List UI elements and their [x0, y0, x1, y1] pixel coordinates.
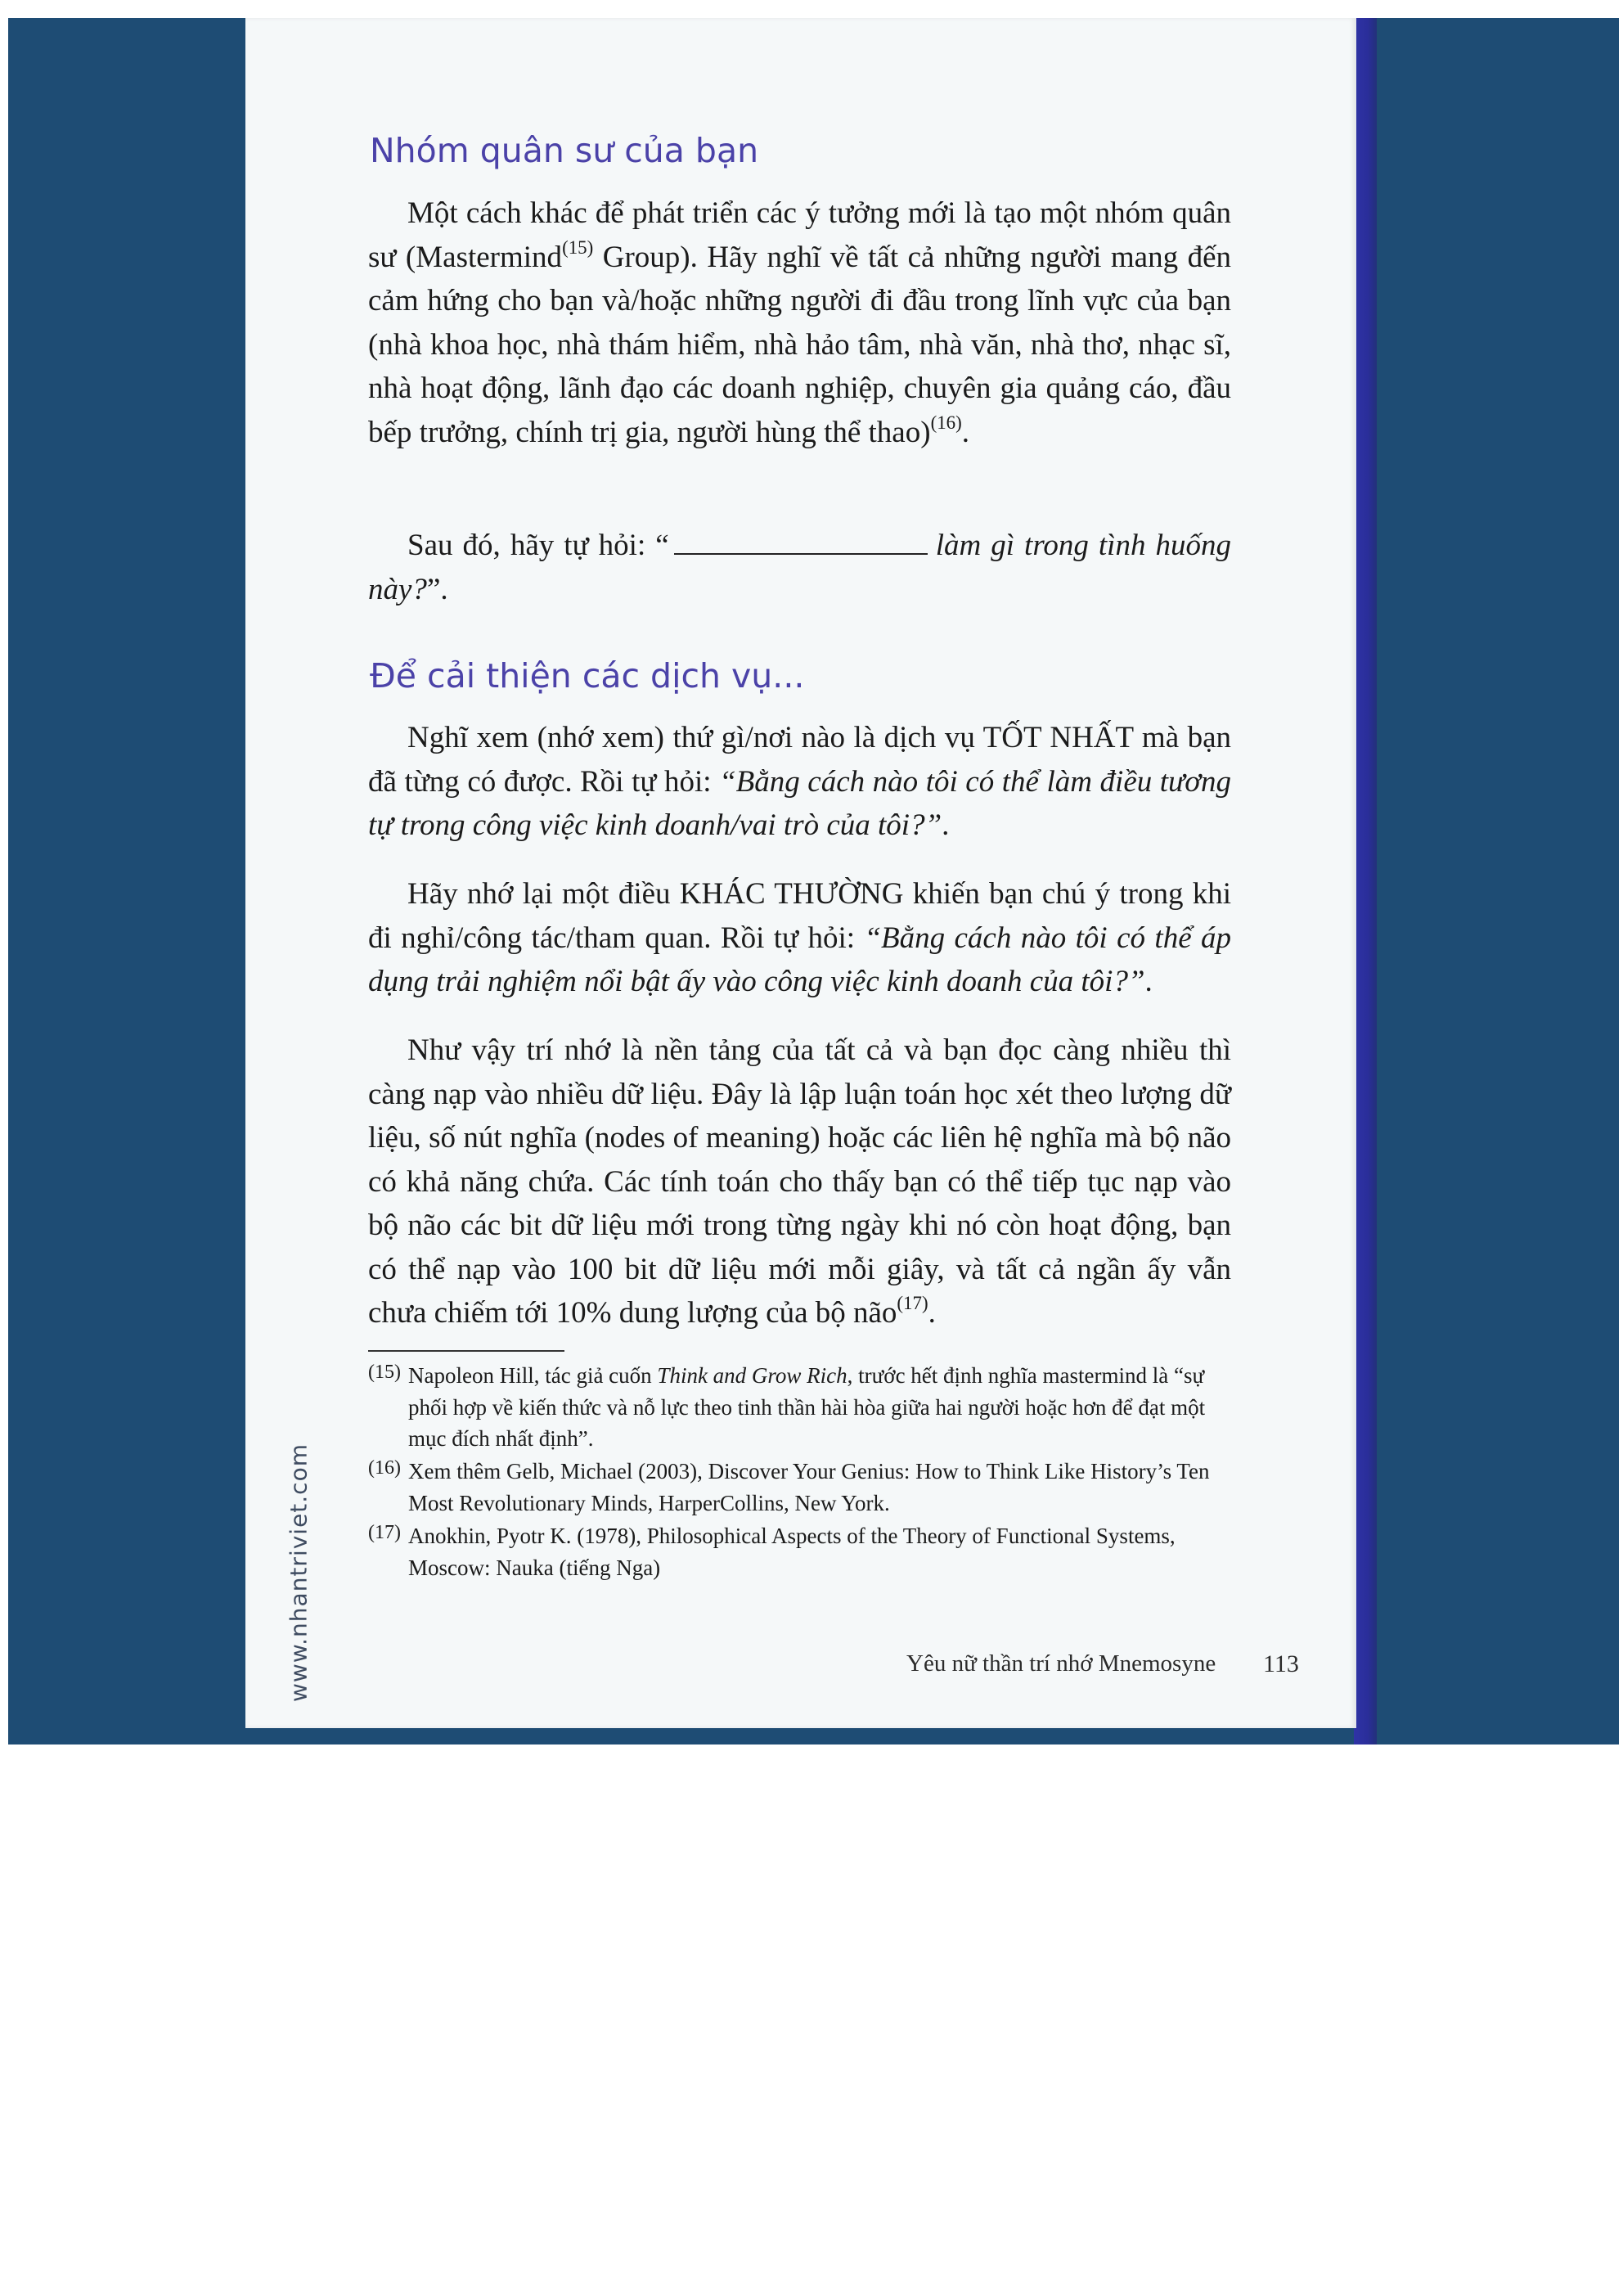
- text: Nghĩ xem (nhớ xem) thứ gì/nơi nào là dịch vụ TỐT NHẤT mà bạn đã từng có được. Rồi tự hỏi:: [368, 721, 1231, 799]
- section-heading-improve-services: Để cải thiện các dịch vụ...: [370, 656, 805, 696]
- side-website-url: www.nhantriviet.com: [285, 1443, 312, 1702]
- fill-in-blank-line: [674, 529, 928, 555]
- page-number: 113: [1263, 1650, 1299, 1677]
- footnote-number: (16): [368, 1457, 401, 1479]
- text: Hãy nhớ lại một điều KHÁC THƯỜNG khiến bạn chú ý trong khi đi nghỉ/công tác/tham quan. Rồi tự hỏi:: [368, 877, 1231, 955]
- footnote-number: (15): [368, 1362, 401, 1383]
- paragraph-unusual-experience: [368, 872, 1231, 1004]
- text: Group). Hãy nghĩ về tất cả những người mang đến cảm hứng cho bạn và/hoặc những người đi đầu trong lĩnh vực của bạn (nhà khoa học, nhà thám hiểm, nhà hảo tâm, nhà văn, nhà thơ, nhạc sĩ, nhà hoạt động, lãnh đạo các doanh nghiệp, chuyên gia quảng cáo, đầu bếp trưởng, chính trị gia, người hùng thể thao): [368, 240, 1231, 449]
- text: .: [942, 808, 950, 842]
- text: .: [961, 415, 970, 449]
- footnote-divider: [368, 1350, 564, 1352]
- text: Một cách khác để phát triển các ý tưởng mới là tạo một nhóm quân sư (Mastermind: [368, 196, 1231, 274]
- footnote-text: Napoleon Hill, tác giả cuốn Think and Grow Rich, trước hết định nghĩa mastermind là “sự phối hợp về kiến thức và nỗ lực theo tinh thần hài hòa giữa hai người hoặc hơn để đạt một mục đích nhất định”.: [408, 1363, 1206, 1451]
- footnote-17: [368, 1520, 1231, 1583]
- text: Sau đó, hãy tự hỏi: “: [407, 529, 669, 562]
- footnote-text: Anokhin, Pyotr K. (1978), Philosophical Aspects of the Theory of Functional Systems, Moscow: Nauka (tiếng Nga): [408, 1524, 1176, 1580]
- book-edge: [1354, 18, 1377, 1745]
- footnote-ref-15: (15): [562, 236, 594, 258]
- text: .: [928, 1296, 936, 1330]
- book-page: [245, 18, 1356, 1728]
- footnote-number: (17): [368, 1522, 401, 1543]
- text: .: [1144, 965, 1153, 998]
- text: Như vậy trí nhớ là nền tảng của tất cả và bạn đọc càng nhiều thì càng nạp vào nhiều dữ liệu. Đây là lập luận toán học xét theo lượng dữ liệu, số nút nghĩa (nodes of meaning) hoặc các liên hệ nghĩa mà bộ não có khả năng chứa. Các tính toán cho thấy bạn có thể tiếp tục nạp vào bộ não các bit dữ liệu mới trong từng ngày khi nó còn hoạt động, bạn có thể nạp vào 100 bit dữ liệu mới mỗi giây, và tất cả ngần ấy vẫn chưa chiếm tới 10% dung lượng của bộ não: [368, 1033, 1231, 1330]
- paragraph-memory-capacity: [368, 1029, 1231, 1335]
- running-title: Yêu nữ thần trí nhớ Mnemosyne: [906, 1650, 1216, 1677]
- italic-quote: “Bằng cách nào tôi có thể áp dụng trải nghiệm nổi bật ấy vào công việc kinh doanh của tôi?”: [368, 921, 1232, 998]
- footnote-16: [368, 1456, 1231, 1519]
- italic-text: làm gì trong tình huống này?: [368, 529, 1231, 606]
- paragraph-mastermind-intro: [368, 191, 1231, 454]
- paragraph-best-service: [368, 716, 1231, 848]
- text: ”.: [426, 572, 448, 606]
- section-heading-mastermind: Nhóm quân sư của bạn: [370, 131, 759, 170]
- footnote-ref-16: (16): [930, 412, 962, 433]
- paragraph-ask-question: [368, 524, 1231, 611]
- italic-quote: “Bằng cách nào tôi có thể làm điều tương tự trong công việc kinh doanh/vai trò của tôi?”: [368, 764, 1231, 842]
- footnote-15: [368, 1360, 1231, 1455]
- footnote-text: Xem thêm Gelb, Michael (2003), Discover Your Genius: How to Think Like History’s Ten Most Revolutionary Minds, HarperCollins, New York.: [408, 1459, 1210, 1515]
- footnote-ref-17: (17): [897, 1292, 928, 1313]
